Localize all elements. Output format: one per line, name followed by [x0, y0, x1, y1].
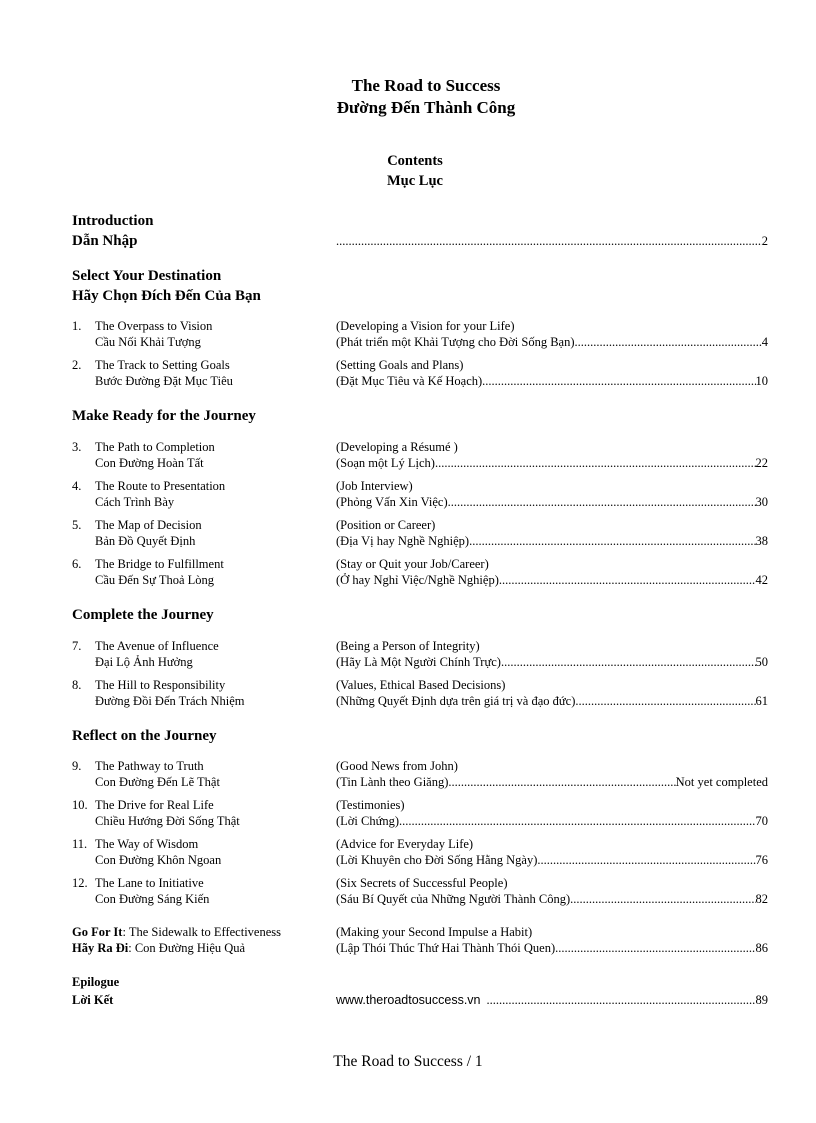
entry-leader — [336, 374, 768, 389]
entry-leader — [336, 573, 768, 588]
entry-number: 10. — [72, 798, 88, 812]
entry-desc-vi: (Soạn một Lý Lịch) — [336, 456, 435, 470]
go-for-it-title-vi — [72, 941, 245, 956]
entry-title-en: The Bridge to Fulfillment — [95, 557, 224, 571]
page-number: 50 — [755, 655, 768, 669]
entry-title-vi: Đường Đồi Đến Trách Nhiệm — [95, 694, 245, 708]
go-for-it-desc-en: (Making your Second Impulse a Habit) — [336, 925, 533, 939]
go-for-it-rest-vi: : Con Đường Hiệu Quả — [128, 941, 246, 955]
toc-entry — [72, 557, 768, 591]
go-for-it-entry — [72, 925, 768, 959]
entry-title-en: The Path to Completion — [95, 440, 215, 454]
page-number: 82 — [755, 892, 768, 906]
entry-title-vi: Con Đường Khôn Ngoan — [95, 853, 222, 867]
document-title-vi: Đường Đến Thành Công — [336, 98, 516, 117]
entry-number: 11. — [72, 837, 88, 851]
go-for-it-title-en — [72, 925, 281, 940]
entry-number: 5. — [72, 518, 82, 532]
page-number: 70 — [755, 814, 768, 828]
entry-title-en: The Route to Presentation — [95, 479, 226, 493]
entry-leader — [336, 495, 768, 510]
entry-desc-vi: (Hãy Là Một Người Chính Trực) — [336, 655, 501, 669]
entry-desc-vi: (Phỏng Vấn Xin Việc) — [336, 495, 448, 509]
entry-desc-en: (Stay or Quit your Job/Career) — [336, 557, 489, 571]
entry-leader — [336, 335, 768, 350]
entry-number: 4. — [72, 479, 82, 493]
entry-desc-en: (Being a Person of Integrity) — [336, 639, 480, 653]
entry-desc-vi: (Phát triển một Khải Tượng cho Đời Sống Bạn) — [336, 335, 575, 349]
entry-desc-en: (Good News from John) — [336, 759, 458, 773]
page-number: 61 — [755, 694, 768, 708]
toc-entry — [72, 479, 768, 513]
entry-leader — [336, 456, 768, 471]
page-number: 76 — [755, 853, 768, 867]
entry-desc-en: (Setting Goals and Plans) — [336, 358, 464, 372]
entry-title-vi: Bản Đồ Quyết Định — [95, 534, 196, 548]
page-number: 2 — [761, 234, 768, 248]
toc-entry — [72, 837, 768, 871]
entry-desc-en: (Values, Ethical Based Decisions) — [336, 678, 506, 692]
go-for-it-bold-vi: Hãy Ra Đi — [72, 941, 129, 955]
section-title-vi: Hãy Chọn Đích Đến Của Bạn — [72, 288, 261, 304]
website-url[interactable]: www.theroadtosuccess.vn — [336, 993, 481, 1007]
section-heading — [72, 605, 214, 625]
entry-desc-vi: (Ở hay Nghỉ Việc/Nghề Nghiệp) — [336, 573, 499, 587]
entry-title-vi: Con Đường Đến Lẽ Thật — [95, 775, 220, 789]
page-number: 89 — [755, 993, 768, 1007]
toc-entry — [72, 759, 768, 793]
entry-leader — [336, 892, 768, 907]
entry-leader — [336, 694, 768, 709]
section-title-en: Make Ready for the Journey — [72, 408, 256, 424]
entry-title-en: The Lane to Initiative — [95, 876, 204, 890]
entry-desc-en: (Advice for Everyday Life) — [336, 837, 474, 851]
introduction-page-leader — [336, 234, 768, 249]
entry-title-en: The Overpass to Vision — [95, 319, 213, 333]
entry-leader — [336, 853, 768, 868]
entry-desc-en: (Six Secrets of Successful People) — [336, 876, 508, 890]
page-number: 86 — [755, 941, 768, 955]
entry-number: 2. — [72, 358, 82, 372]
entry-title-vi: Đại Lộ Ảnh Hưởng — [95, 655, 193, 669]
entry-leader — [336, 534, 768, 549]
toc-entry — [72, 798, 768, 832]
introduction-heading — [72, 211, 153, 251]
entry-desc-vi: (Lời Khuyên cho Đời Sống Hằng Ngày) — [336, 853, 538, 867]
entry-title-en: The Hill to Responsibility — [95, 678, 226, 692]
page-number: 30 — [755, 495, 768, 509]
section-heading — [72, 406, 256, 426]
entry-number: 12. — [72, 876, 88, 890]
page-number: 22 — [755, 456, 768, 470]
go-for-it-leader — [336, 941, 768, 956]
section-heading — [72, 726, 217, 746]
toc-entry — [72, 639, 768, 673]
entry-desc-vi: (Tin Lành theo Giăng) — [336, 775, 449, 789]
entry-title-en: The Way of Wisdom — [95, 837, 199, 851]
entry-desc-en: (Testimonies) — [336, 798, 405, 812]
introduction-en: Introduction — [72, 213, 154, 229]
toc-entry — [72, 876, 768, 910]
page-number: 38 — [755, 534, 768, 548]
page-number: 4 — [761, 335, 768, 349]
entry-desc-vi: (Lời Chứng) — [336, 814, 400, 828]
entry-title-vi: Cách Trình Bày — [95, 495, 175, 509]
page-number: Not yet completed — [675, 775, 768, 789]
entry-title-vi: Chiều Hướng Đời Sống Thật — [95, 814, 240, 828]
epilogue-leader — [336, 993, 768, 1008]
introduction-vi: Dẫn Nhập — [72, 233, 138, 249]
contents-heading-vi: Mục Lục — [387, 173, 443, 189]
entry-title-vi: Con Đường Sáng Kiến — [95, 892, 210, 906]
entry-title-vi: Cầu Nối Khải Tượng — [95, 335, 201, 349]
epilogue-entry — [72, 975, 768, 1009]
toc-entry — [72, 319, 768, 353]
entry-title-en: The Pathway to Truth — [95, 759, 204, 773]
entry-desc-vi: (Những Quyết Định dựa trên giá trị và đạo đức) — [336, 694, 576, 708]
contents-heading-en: Contents — [387, 153, 443, 169]
entry-desc-vi: (Đặt Mục Tiêu và Kế Hoạch) — [336, 374, 483, 388]
page-number: 42 — [755, 573, 768, 587]
entry-leader — [336, 814, 768, 829]
entry-number: 7. — [72, 639, 82, 653]
epilogue-vi: Lời Kết — [72, 993, 114, 1007]
section-title-en: Select Your Destination — [72, 268, 222, 284]
entry-title-en: The Map of Decision — [95, 518, 202, 532]
epilogue-en: Epilogue — [72, 975, 120, 989]
entry-leader — [336, 775, 768, 790]
go-for-it-bold-en: Go For It — [72, 925, 123, 939]
entry-number: 6. — [72, 557, 82, 571]
page-number: 10 — [755, 374, 768, 388]
entry-title-en: The Drive for Real Life — [95, 798, 214, 812]
entry-number: 3. — [72, 440, 82, 454]
page-footer: The Road to Success / 1 — [333, 1053, 483, 1070]
go-for-it-desc-vi: (Lập Thói Thúc Thứ Hai Thành Thói Quen) — [336, 941, 556, 955]
entry-title-vi: Con Đường Hoàn Tất — [95, 456, 204, 470]
entry-number: 8. — [72, 678, 82, 692]
section-title-en: Reflect on the Journey — [72, 728, 217, 744]
entry-title-en: The Track to Setting Goals — [95, 358, 230, 372]
entry-title-vi: Bước Đường Đặt Mục Tiêu — [95, 374, 233, 388]
entry-number: 1. — [72, 319, 82, 333]
entry-desc-en: (Developing a Résumé ) — [336, 440, 458, 454]
toc-entry — [72, 440, 768, 474]
entry-desc-vi: (Địa Vị hay Nghề Nghiệp) — [336, 534, 470, 548]
section-heading — [72, 266, 261, 306]
toc-entry — [72, 358, 768, 392]
entry-desc-en: (Developing a Vision for your Life) — [336, 319, 515, 333]
entry-leader — [336, 655, 768, 670]
entry-desc-en: (Job Interview) — [336, 479, 413, 493]
go-for-it-rest-en: : The Sidewalk to Effectiveness — [122, 925, 281, 939]
entry-title-vi: Cầu Đến Sự Thoả Lòng — [95, 573, 215, 587]
entry-desc-en: (Position or Career) — [336, 518, 436, 532]
section-title-en: Complete the Journey — [72, 607, 214, 623]
toc-entry — [72, 678, 768, 712]
document-title-en: The Road to Success — [351, 76, 501, 95]
entry-desc-vi: (Sáu Bí Quyết của Những Người Thành Công) — [336, 892, 571, 906]
entry-title-en: The Avenue of Influence — [95, 639, 219, 653]
entry-number: 9. — [72, 759, 82, 773]
toc-entry — [72, 518, 768, 552]
